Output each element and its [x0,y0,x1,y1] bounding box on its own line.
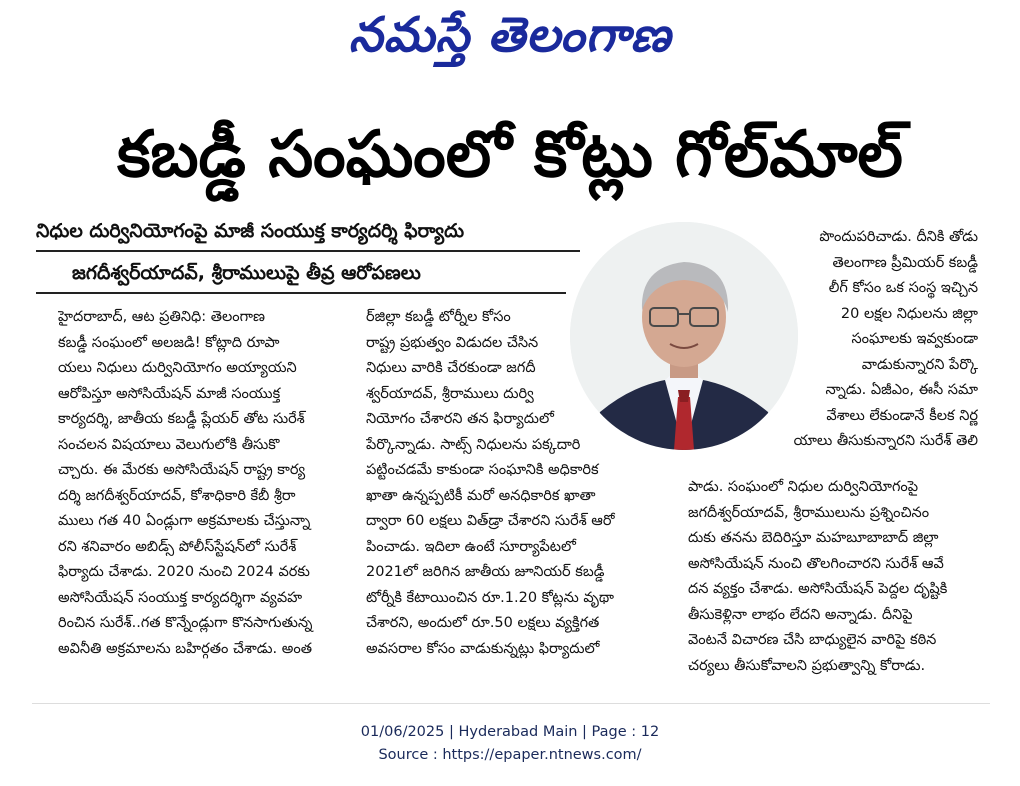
text-line: ద్వారా 60 లక్షలు విత్‌డ్రా చేశారని సురేశ్ ఆరో [366,513,615,529]
text-line: జగదీశ్వర్‌యాదవ్, శ్రీరాములును ప్రశ్నించినం [688,504,930,521]
edition-info: 01/06/2025 | Hyderabad Main | Page : 12 [360,724,660,740]
text-line: దర్శి జగదీశ్వర్‌యాదవ్, కోశాధికారి కేబీ శ్రీరా [58,487,296,504]
text-line: చేశారని, అందులో రూ.50 లక్షలు వ్యక్తిగత [366,615,600,631]
text-line: దన వ్యక్తం చేశాడు. అసోసియేషన్ పెద్దల దృష్టికి [688,581,948,597]
newspaper-masthead: నమస్తే తెలంగాణ [348,7,672,63]
text-line: కబడ్డీ సంఘంలో అలజడి! కోట్లాది రూపా [58,334,280,351]
text-line: పేర్కొన్నాడు. సాట్స్ నిధులను పక్కదారి [366,436,581,453]
text-line: పాడు. సంఘంలో నిధుల దుర్వినియోగంపై [688,479,919,495]
text-line: దుకు తనను బెదిరిస్తూ మహబూబాబాద్ జిల్లా [688,530,939,546]
text-line: ర్‌జిల్లా కబడ్డీ టోర్నీల కోసం [366,309,511,325]
text-line: 2021లో జరిగిన జాతీయ జూనియర్ కబడ్డీ [366,564,605,580]
text-line: టోర్నీకి కేటాయించిన రూ.1.20 కోట్లను వృథా [366,589,614,606]
article-subheadline-1: నిధుల దుర్వినియోగంపై మాజీ సంయుక్త కార్యదర్శి ఫిర్యాదు [36,220,465,242]
text-line: వాడుకున్నారని పేర్కొ [861,356,978,373]
text-line: ములు గత 40 ఏండ్లుగా అక్రమాలకు చేస్తున్నా [58,513,311,529]
text-line: రించిన సురేశ్..గత కొన్నేండ్లుగా కొనసాగుతున్న [58,615,313,631]
text-line: తీసుకెళ్లినా లాభం లేదని అన్నాడు. దీనిపై [688,606,913,623]
text-line: కార్యదర్శి, జాతీయ కబడ్డీ ప్లేయర్ తోట సురేశ్ [58,411,305,427]
text-line: ఆరోపిస్తూ అసోసియేషన్ మాజీ సంయుక్త [58,385,281,402]
text-line: ఫిర్యాదు చేశాడు. 2020 నుంచి 2024 వరకు [58,564,310,580]
source-link[interactable]: Source : https://epaper.ntnews.com/ [378,747,642,763]
article-column-3-lower [688,475,978,679]
text-line: సంఘాలకు ఇవ్వకుండా [851,331,978,347]
text-line: నియోగం చేశారని తన ఫిర్యాదులో [366,411,554,427]
text-line: యాలు తీసుకున్నారని సురేశ్ తెలి [793,433,978,449]
footer-divider [32,703,990,704]
text-line: నిధులు వారికి చేరకుండా జగదీ [366,360,536,376]
text-line: పించాడు. ఇదిలా ఉంటే సూర్యాపేటలో [366,538,576,555]
text-line: పొందుపరిచాడు. దీనికి తోడు [819,229,978,245]
text-line: రని శనివారం అబిడ్స్ పోలీస్‌స్టేషన్‌లో సురేశ్ [58,538,297,555]
text-line: న్నాడు. ఏజీఎం, ఈసీ సమా [825,382,978,398]
text-line: తెలంగాణ ప్రీమియర్ కబడ్డీ [832,254,978,271]
text-line: 20 లక్షల నిధులను జిల్లా [840,305,978,322]
text-line: శ్వర్‌యాదవ్, శ్రీరాములు దుర్వి [366,385,534,402]
text-line: సంచలన విషయాలు వెలుగులోకి తీసుకొ [58,436,280,453]
text-line: అసోసియేషన్ నుంచి తొలగించారని సురేశ్ ఆవే [688,555,944,572]
deck-divider [36,292,566,294]
text-line: యలు నిధులు దుర్వినియోగం అయ్యాయని [58,360,297,376]
text-line: పట్టించడమే కాకుండా సంఘానికి అధికారిక [366,462,599,478]
article-column-3-upper [778,225,978,455]
text-line: అవసరాల కోసం వాడుకున్నట్లు ఫిర్యాదులో [366,640,600,657]
text-line: లీగ్ కోసం ఒక సంస్థ ఇచ్చిన [828,280,978,296]
article-headline: కబడ్డీ సంఘంలో కోట్లు గోల్‌మాల్ [117,118,903,192]
text-line: వెంటనే విచారణ చేసి బాధ్యులైన వారిపై కఠిన [688,632,937,648]
text-line: చ్చారు. ఈ మేరకు అసోసియేషన్ రాష్ట్ర కార్య [58,462,306,478]
text-line: హైదరాబాద్, ఆట ప్రతినిధి: తెలంగాణ [58,309,265,325]
text-line: రాష్ట్ర ప్రభుత్వం విడుదల చేసిన [366,334,539,351]
text-line: వేశాలు లేకుండానే కీలక నిర్ణ [826,407,978,424]
text-line: చర్యలు తీసుకోవాలని ప్రభుత్వాన్ని కోరాడు. [688,657,926,674]
article-column-1 [58,305,344,662]
article-column-2 [366,305,666,662]
text-line: అసోసియేషన్ సంయుక్త కార్యదర్శిగా వ్యవహ [58,589,303,606]
text-line: ఖాతా ఉన్నప్పటికీ మరో అనధికారిక ఖాతా [366,487,596,504]
text-line: అవినీతి అక్రమాలను బహిర్గతం చేశాడు. అంత [58,640,312,657]
deck-divider [36,250,580,252]
article-subheadline-2: జగదీశ్వర్‌యాదవ్, శ్రీరాములుపై తీవ్ర ఆరోపణలు [72,262,421,284]
